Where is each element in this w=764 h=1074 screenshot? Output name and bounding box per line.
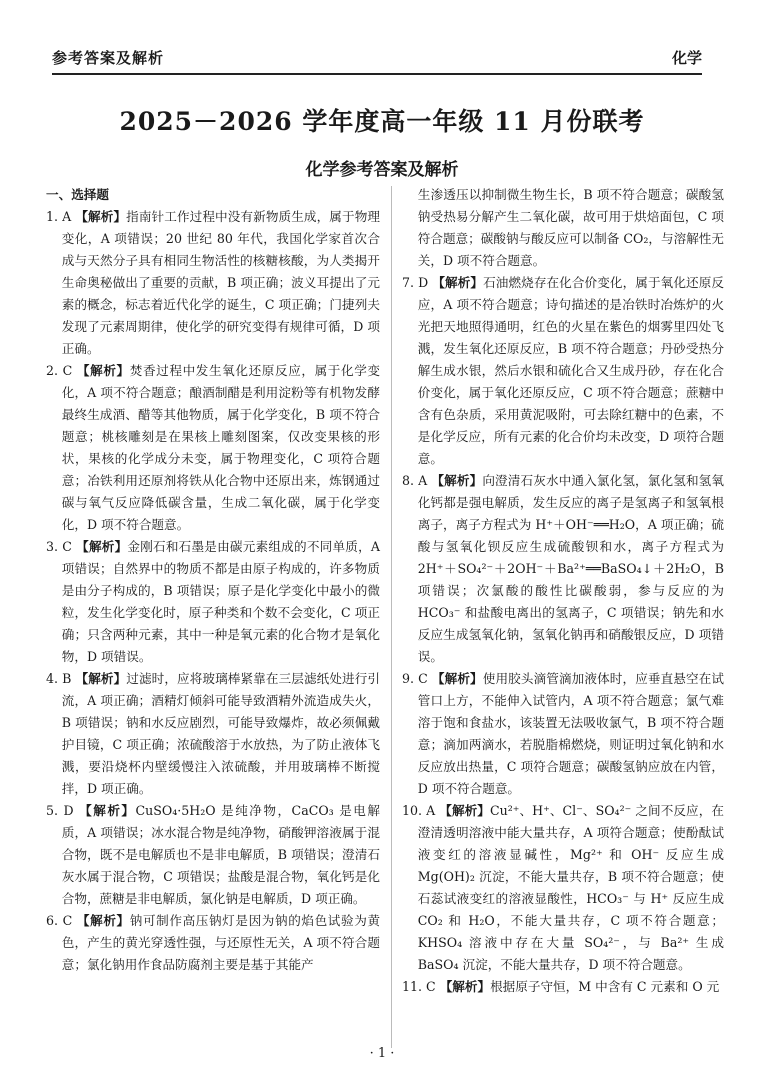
analysis-tag: 【解析】 bbox=[431, 671, 483, 686]
question-number: 10. bbox=[402, 803, 423, 818]
analysis-tag: 【解析】 bbox=[432, 275, 484, 290]
answer-letter: D bbox=[63, 803, 74, 818]
answer-item bbox=[402, 272, 724, 470]
question-number: 7. bbox=[402, 275, 415, 290]
answer-item bbox=[402, 470, 724, 668]
answer-item bbox=[46, 360, 380, 536]
left-answer-list bbox=[46, 206, 380, 976]
answer-item bbox=[46, 536, 380, 668]
answer-item bbox=[46, 206, 380, 360]
answer-explanation: 金刚石和石墨是由碳元素组成的不同单质，A 项错误；自然界中的物质不都是由原子构成的，许多物质是由分子构成的，B 项错误；原子是化学变化中最小的微粒，发生化学变化时，原子种类和个数不会变化，C 项正确；只含两种元素，其中一种是氧元素的化合物才是氧化物，D 项错误。 bbox=[61, 539, 380, 664]
question-number: 8. bbox=[402, 473, 415, 488]
question-number: 2. bbox=[46, 363, 59, 378]
page-title: 2025－2026 学年度高一年级 11 月份联考 bbox=[119, 107, 645, 136]
answer-item bbox=[402, 668, 724, 800]
question-number: 9. bbox=[402, 671, 415, 686]
page-number: · 1 · bbox=[369, 1046, 395, 1061]
answer-item bbox=[46, 668, 380, 800]
question-number: 3. bbox=[46, 539, 59, 554]
answer-letter: A bbox=[426, 803, 436, 818]
right-column bbox=[402, 184, 724, 998]
answer-explanation: CuSO₄·5H₂O 是纯净物，CaCO₃ 是电解质，A 项错误；冰水混合物是纯净物，硝酸钾溶液属于混合物，既不是电解质也不是非电解质，B 项错误；澄清石灰水属于混合物，C 项错误；盐酸是混合物，氧化钙是化合物，蔗糖是非电解质，氯化钠是电解质，D 项正确。 bbox=[61, 803, 380, 906]
analysis-tag: 【解析】 bbox=[76, 363, 130, 378]
left-column bbox=[46, 184, 380, 976]
answer-letter: C bbox=[426, 979, 436, 994]
question-number: 11. bbox=[402, 979, 423, 994]
right-answer-list bbox=[402, 184, 724, 998]
analysis-tag: 【解析】 bbox=[76, 913, 130, 928]
answer-item bbox=[402, 184, 724, 272]
answer-letter: A bbox=[62, 209, 72, 224]
answer-explanation: 指南针工作过程中没有新物质生成，属于物理变化，A 项错误；20 世纪 80 年代，我国化学家首次合成与天然分子具有相同生物活性的核糖核酸，为人类揭开生命奥秘做出了重要的贡献，B 项正确；波义耳提出了元素的概念，标志着近代化学的诞生，C 项正确；门捷列夫发现了元素周期律，使化学的研究变得有规律可循，D 项正确。 bbox=[61, 209, 380, 356]
answer-item bbox=[46, 800, 380, 910]
answer-explanation: 生渗透压以抑制微生物生长，B 项不符合题意；碳酸氢钠受热易分解产生二氧化碳，故可用于烘焙面包，C 项符合题意；碳酸钠与酸反应可以制备 CO₂，与溶解性无关，D 项不符合题意。 bbox=[417, 187, 724, 268]
answer-letter: B bbox=[62, 671, 72, 686]
answer-explanation: 过滤时，应将玻璃棒紧靠在三层滤纸处进行引流，A 项正确；酒精灯倾斜可能导致酒精外流造成失火，B 项错误；钠和水反应剧烈，可能导致爆炸，故必须佩戴护目镜，C 项正确；浓硫酸溶于水放热，为了防止液体飞溅，要沿烧杯内壁缓慢注入浓硫酸，并用玻璃棒不断搅拌，D 项正确。 bbox=[61, 671, 380, 796]
running-header bbox=[52, 47, 702, 69]
analysis-tag: 【解析】 bbox=[431, 473, 483, 488]
header-left-label: 参考答案及解析 bbox=[52, 49, 165, 67]
column-divider bbox=[391, 186, 392, 1048]
header-subject-label: 化学 bbox=[671, 49, 702, 67]
analysis-tag: 【解析】 bbox=[79, 803, 136, 818]
analysis-tag: 【解析】 bbox=[75, 209, 127, 224]
answer-explanation: 根据原子守恒，M 中含有 C 元素和 O 元 bbox=[490, 979, 720, 994]
answer-explanation: 向澄清石灰水中通入氯化氢，氯化氢和氢氧化钙都是强电解质，发生反应的离子是氢离子和氢氧根离子，离子方程式为 H⁺＋OH⁻══H₂O，A 项正确；硫酸与氢氧化钡反应生成硫酸钡和水，离子方程式为 2H⁺＋SO₄²⁻＋2OH⁻＋Ba²⁺══BaSO₄↓＋2H₂O，B 项错误；次氯酸的酸性比碳酸弱，参与反应的为 HCO₃⁻ 和盐酸电离出的氢离子，C 项错误；钠先和水反应生成氢氧化钠，氢氧化钠再和硝酸银反应，D 项错误。 bbox=[417, 473, 724, 664]
answer-explanation: Cu²⁺、H⁺、Cl⁻、SO₄²⁻ 之间不反应，在澄清透明溶液中能大量共存，A 项符合题意；使酚酞试液变红的溶液显碱性，Mg²⁺ 和 OH⁻ 反应生成 Mg(OH)₂ 沉淀，不能大量共存，B 项不符合题意；使石蕊试液变红的溶液显酸性，HCO₃⁻ 与 H⁺ 反应生成 CO₂ 和 H₂O，不能大量共存，C 项不符合题意；KHSO₄ 溶液中存在大量 SO₄²⁻，与 Ba²⁺ 生成 BaSO₄ 沉淀，不能大量共存，D 项不符合题意。 bbox=[417, 803, 724, 972]
section-heading: 一、选择题 bbox=[46, 187, 109, 202]
question-number: 1. bbox=[46, 209, 59, 224]
answer-letter: C bbox=[418, 671, 428, 686]
page-subtitle: 化学参考答案及解析 bbox=[305, 160, 459, 180]
answer-letter: C bbox=[62, 539, 72, 554]
answer-explanation: 焚香过程中发生氧化还原反应，属于化学变化，A 项不符合题意；酿酒制醋是利用淀粉等有机物发酵最终生成酒、醋等其他物质，属于化学变化，B 项不符合题意；桃核雕刻是在果核上雕刻图案，仅改变果核的形状，果核的化学成分未变，属于物理变化，C 项符合题意；冶铁利用还原剂将铁从化合物中还原出来，炼钢通过碳与氧气反应降低碳含量，生成二氧化碳，属于化学变化，D 项不符合题意。 bbox=[61, 363, 381, 532]
answer-letter: D bbox=[418, 275, 429, 290]
answer-explanation: 石油燃烧存在化合价变化，属于氧化还原反应，A 项不符合题意；诗句描述的是冶铁时冶炼炉的火光把天地照得通明，红色的火星在紫色的烟雾里四处飞溅，发生氧化还原反应，B 项不符合题意；丹砂受热分解生成水银，然后水银和硫化合又生成丹砂，存在化合价变化，属于氧化还原反应，C 项不符合题意；蔗糖中含有色杂质，采用黄泥吸附，可去除红糖中的色素，不是化学反应，所有元素的化合价均未改变，D 项符合题意。 bbox=[417, 275, 724, 466]
answer-letter: C bbox=[62, 363, 73, 378]
answer-item bbox=[402, 800, 724, 976]
answer-letter: C bbox=[62, 913, 73, 928]
answer-item bbox=[402, 976, 724, 998]
question-number: 5. bbox=[46, 803, 59, 818]
answer-letter: A bbox=[418, 473, 428, 488]
analysis-tag: 【解析】 bbox=[76, 539, 128, 554]
header-rule bbox=[52, 73, 702, 75]
analysis-tag: 【解析】 bbox=[439, 979, 491, 994]
answer-explanation: 钠可制作高压钠灯是因为钠的焰色试验为黄色，产生的黄光穿透性强，与还原性无关，A 项不符合题意；氯化钠用作食品防腐剂主要是基于其能产 bbox=[61, 913, 381, 972]
answer-explanation: 使用胶头滴管滴加液体时，应垂直悬空在试管口上方，不能伸入试管内，A 项不符合题意；氯气难溶于饱和食盐水，该装置无法吸收氯气，B 项不符合题意；滴加两滴水，若脱脂棉燃烧，则证明过氧化钠和水反应放出热量，C 项符合题意；碳酸氢钠应放在内管，D 项不符合题意。 bbox=[417, 671, 725, 796]
question-number: 4. bbox=[46, 671, 59, 686]
question-number: 6. bbox=[46, 913, 59, 928]
analysis-tag: 【解析】 bbox=[439, 803, 490, 818]
answer-item bbox=[46, 910, 380, 976]
analysis-tag: 【解析】 bbox=[75, 671, 127, 686]
